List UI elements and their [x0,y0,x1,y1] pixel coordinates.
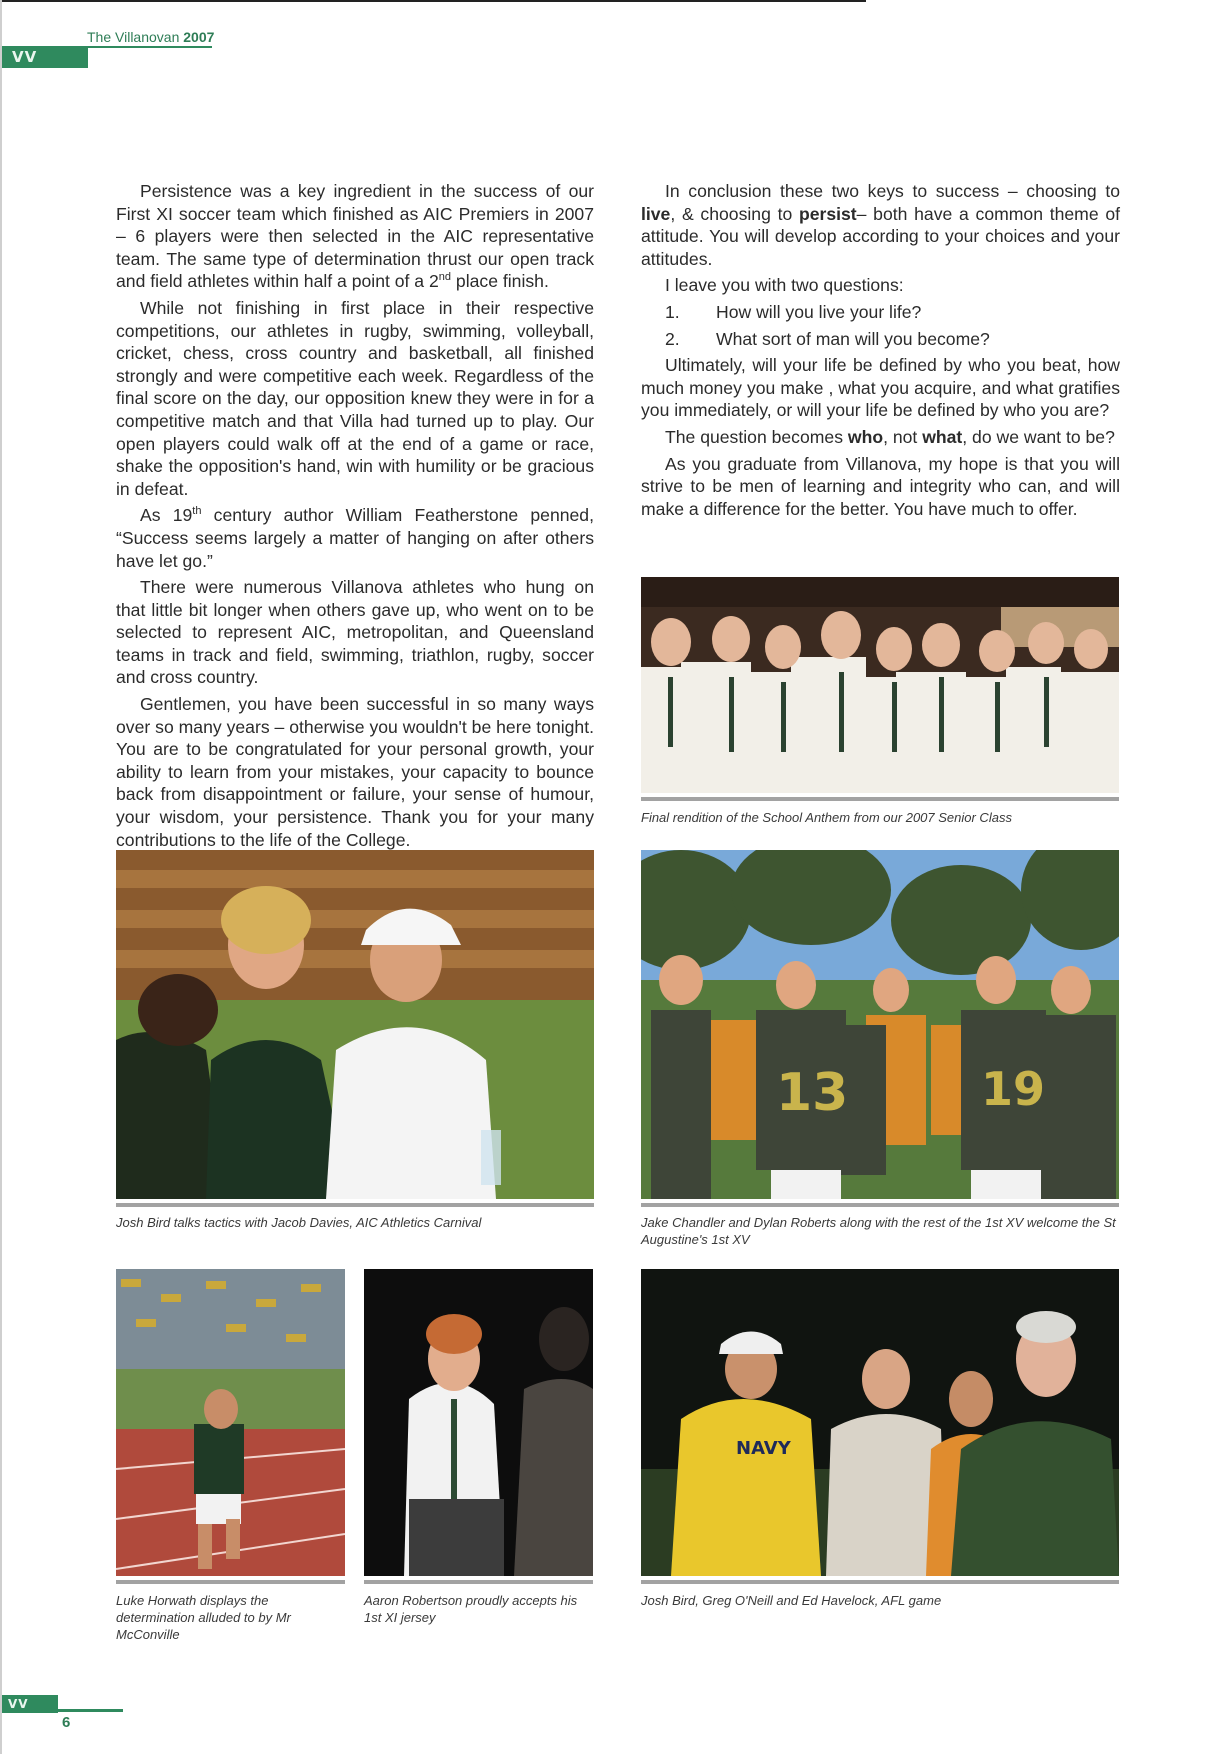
list-item: 1. How will you live your life? [665,301,922,322]
footer-line [58,1709,123,1712]
paragraph: As 19th century author William Featherstone penned, “Success seems largely a matter of hanging on after others have let go.” [116,505,594,571]
caption-rule [641,1203,1119,1207]
top-rule [0,0,866,2]
left-text-column [116,180,594,855]
caption-rule [364,1580,593,1584]
paragraph: In conclusion these two keys to success – choosing to live, & choosing to persist– both have a common theme of attitude. You will develop according to your choices and your attitudes. [641,181,1120,269]
paragraph: Gentlemen, you have been successful in so many ways over so many years – otherwise you wouldn't be here tonight. You are to be congratulated for your personal growth, your ability to learn from your mistakes, your capacity to bounce back from disappointment or failure, your sense of humour, your wisdom, your persistence. Thank you for your many contributions to the life of the College. [116,694,594,850]
paragraph: I leave you with two questions: [665,275,904,296]
photo-luke [116,1269,345,1576]
photo-afl [641,1269,1119,1576]
photo-josh-jacob [116,850,594,1199]
caption-josh-jacob: Josh Bird talks tactics with Jacob Davies, AIC Athletics Carnival [116,1215,482,1230]
footer-logo: VV [2,1695,58,1713]
header-line [84,46,212,48]
page-number: 6 [62,1714,71,1731]
paragraph: The question becomes who, not what, do we want to be? [665,426,1115,447]
right-text-column [641,180,1120,524]
paragraph: There were numerous Villanova athletes who hung on that little bit longer when others gave up, who went on to be selected to represent AIC, metropolitan, and Queensland teams in track and field, swimming, triathlon, rugby, soccer and cross country. [116,577,594,688]
header-logo: VV [2,46,88,68]
caption-rule [116,1580,345,1584]
jersey-number: 13 [776,1063,849,1123]
caption-afl: Josh Bird, Greg O'Neill and Ed Havelock, AFL game [641,1593,942,1608]
jersey-number: 19 [981,1062,1046,1116]
photo-rugby [641,850,1119,1199]
caption-anthem: Final rendition of the School Anthem from our 2007 Senior Class [641,810,1012,825]
caption-rule [641,1580,1119,1584]
paragraph: Persistence was a key ingredient in the success of our First XI soccer team which finished as AIC Premiers in 2007 – 6 players were then selected in the AIC representative team. The same type of determination thrust our open track and field athletes within half a point of a 2nd place finish. [116,181,594,292]
header-title: The Villanovan 2007 [87,29,215,45]
paragraph: Ultimately, will your life be defined by who you beat, how much money you make , what you acquire, and what gratifies you immediately, or will your life be defined by who you are? [641,355,1120,421]
list-item: 2. What sort of man will you become? [665,328,990,349]
caption-luke: Luke Horwath displays the determination alluded to by Mr McConville [116,1593,291,1642]
left-rule [0,0,2,1754]
caption-rule [641,797,1119,801]
shirt-text: NAVY [736,1438,791,1459]
photo-aaron [364,1269,593,1576]
paragraph: As you graduate from Villanova, my hope is that you will strive to be men of learning and integrity who can, and will make a difference for the better. You have much to offer. [641,453,1120,519]
paragraph: While not finishing in first place in their respective competitions, our athletes in rugby, swimming, volleyball, cricket, chess, cross country and basketball, all finished strongly and were competitive each week. Regardless of the final score on the day, our opposition knew they were in for a competitive match and that Villa had turned up to play. Our open players could walk off at the end of a game or race, shake the opposition's hand, win with humility or be gracious in defeat. [116,297,594,499]
caption-rule [116,1203,594,1207]
caption-aaron: Aaron Robertson proudly accepts his 1st XI jersey [364,1593,578,1625]
question-list [641,301,1120,350]
photo-anthem [641,577,1119,793]
caption-rugby: Jake Chandler and Dylan Roberts along with the rest of the 1st XV welcome the St Augustine's 1st XV [641,1215,1116,1247]
